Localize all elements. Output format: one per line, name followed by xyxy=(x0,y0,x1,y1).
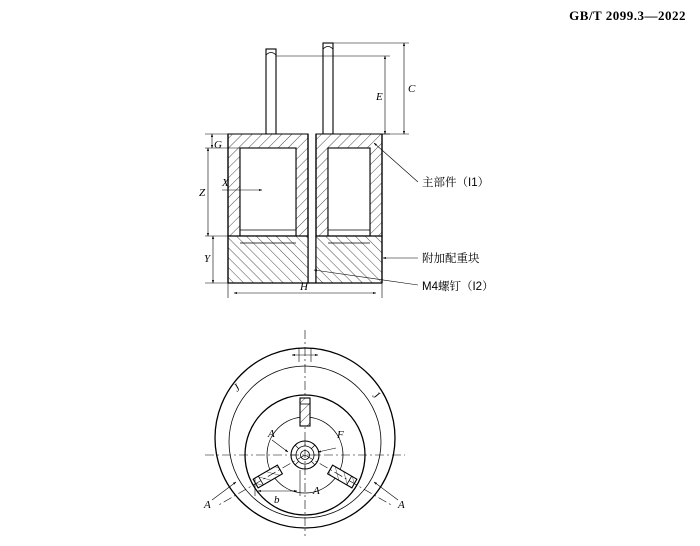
dim-label-b: b xyxy=(274,494,280,506)
callout-main-body xyxy=(374,143,489,189)
dim-label-A-lower-left: A xyxy=(204,499,211,511)
dimension-F xyxy=(318,429,344,452)
dim-label-H: H xyxy=(300,281,308,293)
dimension-A-lower-left xyxy=(203,482,236,511)
callout-main-body-label: 主部件（I1） xyxy=(422,177,490,189)
dimension-C xyxy=(333,43,416,134)
dim-label-E: E xyxy=(376,91,383,103)
dim-label-X: X xyxy=(222,177,229,189)
dim-label-A-upper-left: A xyxy=(268,428,275,440)
dim-label-Y: Y xyxy=(204,253,211,265)
dim-label-G: G xyxy=(214,139,222,151)
callout-additional-weight-label: 附加配重块 xyxy=(422,253,480,265)
callout-m4-screw-label: M4螺钉（I2） xyxy=(422,281,494,293)
dimension-A-lower-right xyxy=(374,482,405,511)
dim-label-A-center: A xyxy=(313,485,320,497)
dim-label-Z: Z xyxy=(199,187,206,199)
plan-view xyxy=(203,330,405,536)
dim-label-J-left: J xyxy=(231,381,243,395)
dim-label-C: C xyxy=(408,83,416,95)
dim-label-J-right: J xyxy=(370,389,382,402)
pin-right xyxy=(323,43,333,134)
weight-bar-top xyxy=(300,398,310,426)
dim-label-A-lower-right: A xyxy=(398,499,405,511)
dimension-Y xyxy=(204,236,228,283)
pin-left xyxy=(266,49,276,134)
standard-number: GB/T 2099.3—2022 xyxy=(569,8,686,23)
dim-label-F: F xyxy=(337,429,344,441)
callout-additional-weight xyxy=(383,251,480,265)
